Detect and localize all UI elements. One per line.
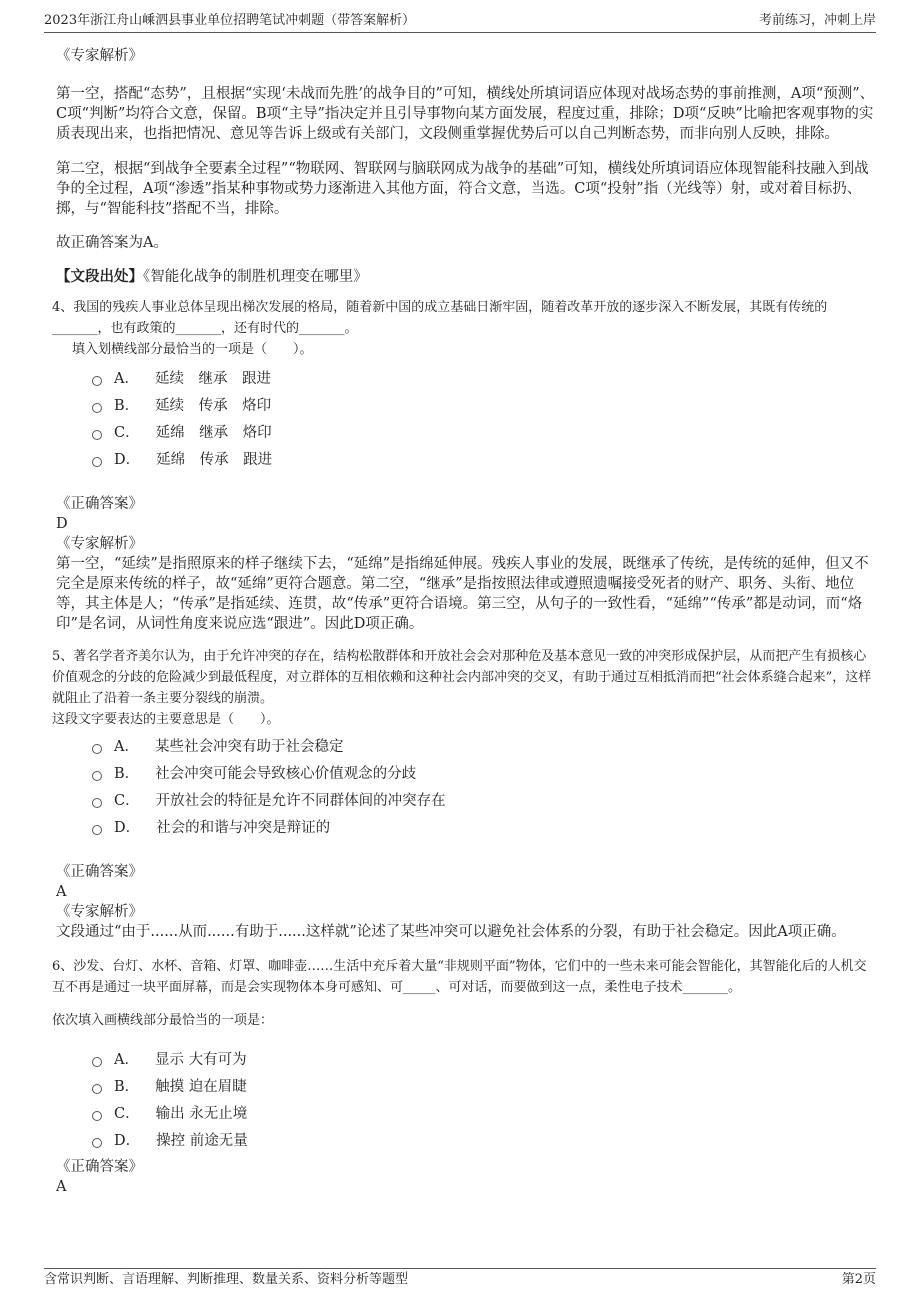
q3-source (56, 267, 878, 287)
q4-answer-label: 《正确答案》 (56, 496, 143, 512)
q3-analysis-p2: 第二空，根据“到战争全要素全过程”“物联网、智联网与脑联网成为战争的基础”可知，横线处所填词语应体现智能科技融入到战争的全过程，A项“渗透”指某种事物或势力逐渐进入其他方面，符合文意，当选。C项“投射”指（光线等）射，或对着目标扔、掷，与“智能科技”搭配不当，排除。 (56, 161, 869, 217)
page-number: 第2页 (841, 1272, 876, 1287)
radio-icon[interactable] (92, 1084, 102, 1094)
page-content (52, 42, 878, 1197)
q6-option-c[interactable]: C． 输出 永无止境 (92, 1099, 878, 1126)
page-footer (44, 1268, 876, 1291)
q4-options (56, 364, 878, 472)
q3-analysis-p1: 第一空，搭配“态势”，且根据“实现‘未战而先胜’的战争目的”可知，横线处所填词语应体现对战场态势的事前推测，A项“预测”、C项“判断”均符合文意，保留。B项“主导”指决定并且引导事物向某方面发展，程度过重，排除；D项“反映”比喻把客观事物的实质表现出来，也指把情况、意见等告诉上级或有关部门，文段侧重掌握优势后可以自己判断态势，而非向别人反映，排除。 (56, 86, 875, 142)
q5-option-c[interactable]: C． 开放社会的特征是允许不同群体间的冲突存在 (92, 786, 878, 813)
radio-icon[interactable] (92, 825, 102, 835)
q4-analysis-label: 《专家解析》 (56, 536, 143, 552)
radio-icon[interactable] (92, 403, 102, 413)
q4-option-c[interactable]: C． 延绵 继承 烙印 (92, 418, 878, 445)
radio-icon[interactable] (92, 1111, 102, 1121)
q5-analysis-label: 《专家解析》 (56, 904, 143, 920)
q5-option-d[interactable]: D． 社会的和谐与冲突是辩证的 (92, 813, 878, 840)
q4-answer: D (56, 516, 68, 532)
radio-icon[interactable] (92, 1138, 102, 1148)
q5-option-a[interactable]: A． 某些社会冲突有助于社会稳定 (92, 732, 878, 759)
q5-stem: 5、著名学者齐美尔认为，由于允许冲突的存在，结构松散群体和开放社会会对那种危及基本意见一致的冲突形成保护层，从而把产生有损核心价值观念的分歧的危险减少到最低程度，对立群体的互相依赖和这种社会内部冲突的交叉，有助于通过互相抵消而把“社会体系缝合起来”，这样就阻止了沿着一条主要分裂线的崩溃。 (52, 649, 872, 706)
radio-icon[interactable] (92, 430, 102, 440)
q5-option-b[interactable]: B． 社会冲突可能会导致核心价值观念的分歧 (92, 759, 878, 786)
radio-icon[interactable] (92, 798, 102, 808)
q4-option-b[interactable]: B． 延续 传承 烙印 (92, 391, 878, 418)
q6-answer: A (56, 1179, 67, 1195)
q5-options (56, 732, 878, 840)
q6-option-d[interactable]: D． 操控 前途无量 (92, 1126, 878, 1153)
q6-answer-label: 《正确答案》 (56, 1159, 143, 1175)
radio-icon[interactable] (92, 771, 102, 781)
q4-stem (52, 297, 878, 360)
q6-options (56, 1045, 878, 1153)
q5-prompt: 这段文字要表达的主要意思是（ ）。 (52, 712, 280, 727)
radio-icon[interactable] (92, 457, 102, 467)
q6-option-b[interactable]: B． 触摸 迫在眉睫 (92, 1072, 878, 1099)
q6-option-a[interactable]: A． 显示 大有可为 (92, 1045, 878, 1072)
q4-stem-line2: _______，也有政策的_______，还有时代的_______。 (52, 321, 358, 336)
q3-analysis-label: 《专家解析》 (56, 48, 143, 64)
q5-answer: A (56, 884, 67, 900)
page-header (44, 10, 876, 33)
q4-prompt: 填入划横线部分最恰当的一项是（ ）。 (72, 342, 313, 357)
radio-icon[interactable] (92, 744, 102, 754)
radio-icon[interactable] (92, 376, 102, 386)
footer-description: 含常识判断、言语理解、判断推理、数量关系、资料分析等题型 (44, 1272, 409, 1287)
q4-analysis: 第一空，“延续”是指照原来的样子继续下去，“延绵”是指绵延伸展。残疾人事业的发展，既继承了传统，是传统的延伸，但又不完全是原来传统的样子，故“延绵”更符合题意。第二空，“继承”是指按照法律或遵照遗嘱接受死者的财产、职务、头衔、地位等，其主体是人；“传承”是指延续、连贯，故“传承”更符合语境。第三空，从句子的一致性看，“延绵”“传承”都是动词，而“烙印”是名词，从词性角度来说应选“跟进”。因此D项正确。 (56, 556, 869, 632)
header-slogan: 考前练习，冲刺上岸 (758, 13, 876, 28)
q6-prompt: 依次填入画横线部分最恰当的一项是： (52, 1013, 274, 1028)
source-label: 【文段出处】 (56, 268, 143, 285)
source-text: 《智能化战争的制胜机理变在哪里》 (143, 269, 368, 285)
q5-answer-label: 《正确答案》 (56, 864, 143, 880)
q6-stem: 6、沙发、台灯、水杯、音箱、灯罩、咖啡壶……生活中充斥着大量“非规则平面”物体，它们中的一些未来可能会智能化，其智能化后的人机交互不再是通过一块平面屏幕，而是会实现物体本身可感知、可_____、可对话，而要做到这一点，柔性电子技术_______。 (52, 959, 867, 995)
q4-option-d[interactable]: D． 延绵 传承 跟进 (92, 445, 878, 472)
q4-option-a[interactable]: A． 延续 继承 跟进 (92, 364, 878, 391)
q5-analysis: 文段通过“由于......从而......有助于......这样就”论述了某些冲突可以避免社会体系的分裂，有助于社会稳定。因此A项正确。 (56, 924, 846, 940)
radio-icon[interactable] (92, 1057, 102, 1067)
q3-conclusion: 故正确答案为A。 (56, 235, 168, 251)
q4-stem-line1: 4、我国的残疾人事业总体呈现出梯次发展的格局，随着新中国的成立基础日渐牢固，随着改革开放的逐步深入不断发展，其既有传统的 (52, 300, 828, 315)
document-title: 2023年浙江舟山嵊泗县事业单位招聘笔试冲刺题（带答案解析） (44, 13, 416, 28)
